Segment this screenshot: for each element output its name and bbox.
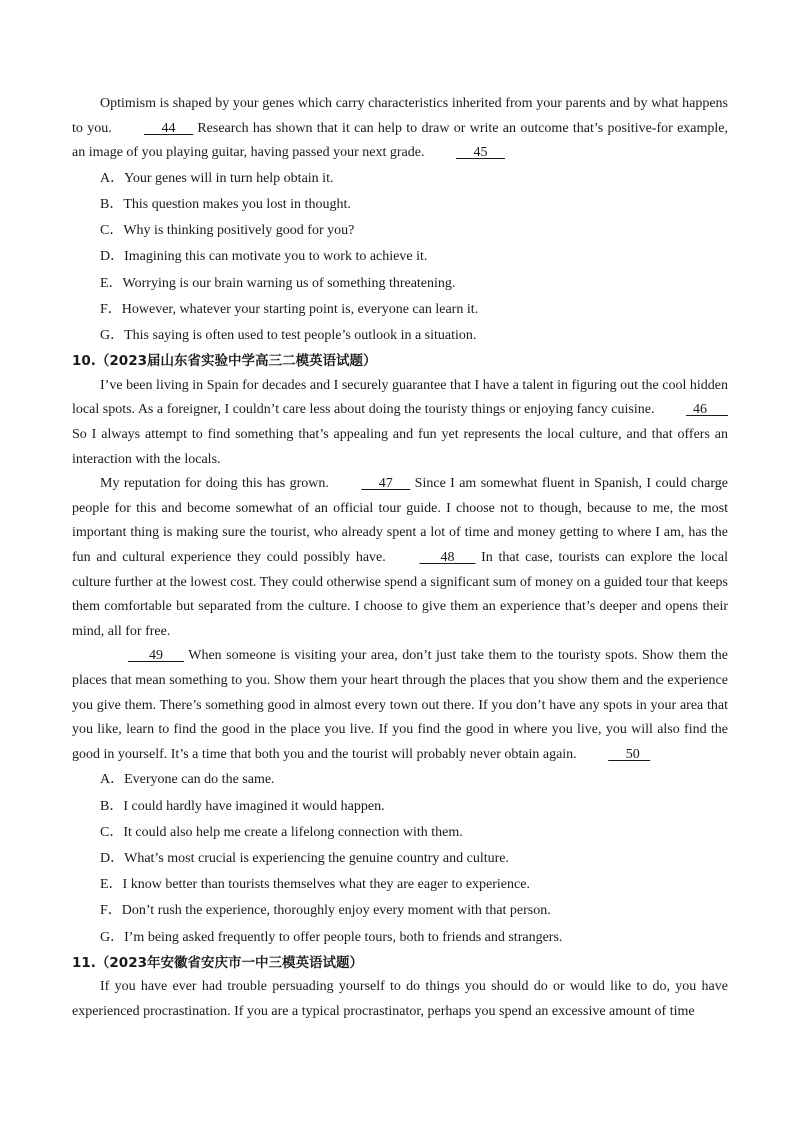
question-heading: 10.（2023届山东省实验中学高三二模英语试题） [72, 353, 377, 370]
option-c: C．It could also help me create a lifelong connection with them. [100, 824, 463, 840]
option-b: B．I could hardly have imagined it would happen. [100, 798, 385, 814]
options-list [72, 767, 728, 950]
blank-48: 48 [419, 549, 476, 565]
paragraph-text: So I always attempt to find something that’s appealing and fun yet represents the local culture, and that offers an interaction with the locals. [72, 426, 728, 467]
blank-44: 44 [144, 120, 194, 136]
option-b: B．This question makes you lost in thought. [100, 196, 351, 212]
paragraph-text: Optimism is shaped by your genes which carry characteristics inherited from your parents and by what happens to you. [72, 96, 728, 136]
blank-47: 47 [361, 476, 411, 492]
option-g: G．This saying is often used to test people’s outlook in a situation. [100, 328, 477, 343]
paragraph-text: When someone is visiting your area, don’t just take them to the touristy spots. Show them the places that mean something to you. Show them your heart through the places that you show them and the experience you give them. There’s something good in almost every town out there. If you don’t have any spots in your area that you like, learn to find the good in the place you live. If you find the good in where you live, you will also find the good in yourself. It’s a time that both you and the tourist will probably never obtain again. [72, 648, 728, 762]
blank-45: 45 [455, 145, 505, 161]
options-list [72, 166, 728, 349]
option-a: A．Everyone can do the same. [100, 772, 275, 788]
paragraph-text: Research has shown that it can help to draw or write an outcome that’s positive-for example, an image of you playing guitar, having passed your next grade. [72, 120, 729, 161]
paragraph-text: In that case, tourists can explore the local culture further at the lowest cost. They could otherwise spend a significant sum of money on a guided tour that keeps them comfortable but separated from the culture. I choose to give them an experience that’s deeper and opens their mind, all for free. [72, 549, 728, 639]
paragraph-text: My reputation for doing this has grown. [100, 476, 329, 492]
exam-page [72, 92, 728, 1025]
blank-50: 50 [608, 746, 651, 762]
paragraph-text: Since I am somewhat fluent in Spanish, I could charge people for this and become somewhat of an official tour guide. I choose not to though, because to me, the most important thing is making sure the tourist, who already spent a lot of time and money getting to where I am, has the fun and cultural experience they could possibly have. [72, 476, 728, 565]
option-d: D．Imagining this can motivate you to work to achieve it. [100, 249, 428, 265]
paragraph-text: I’ve been living in Spain for decades and I securely guarantee that I have a talent in figuring out the cool hidden local spots. As a foreigner, I couldn’t care less about doing the touristy things or enjoying fancy cuisine. [72, 377, 728, 418]
option-d: D．What’s most crucial is experiencing the genuine country and culture. [100, 850, 509, 866]
blank-49: 49 [128, 648, 184, 664]
option-c: C．Why is thinking positively good for you? [100, 223, 355, 239]
option-e: E．Worrying is our brain warning us of something threatening. [100, 275, 456, 291]
passage-paragraph [72, 472, 728, 644]
passage-paragraph [72, 644, 728, 767]
passage-paragraph [72, 92, 728, 166]
question-heading: 11.（2023年安徽省安庆市一中三模英语试题） [72, 954, 363, 971]
option-e: E．I know better than tourists themselves what they are eager to experience. [100, 877, 530, 893]
option-g: G．I’m being asked frequently to offer people tours, both to friends and strangers. [100, 929, 563, 945]
option-f: F．However, whatever your starting point is, everyone can learn it. [100, 301, 479, 317]
blank-46: 46 [686, 402, 729, 418]
option-f: F．Don’t rush the experience, thoroughly enjoy every moment with that person. [100, 903, 551, 919]
passage-paragraph: If you have ever had trouble persuading yourself to do things you should do or would like to do, you have experienced procrastination. If you are a typical procrastinator, perhaps you spend an excessive amount of time [72, 979, 728, 1019]
passage-paragraph [72, 374, 728, 472]
option-a: A．Your genes will in turn help obtain it. [100, 170, 334, 186]
